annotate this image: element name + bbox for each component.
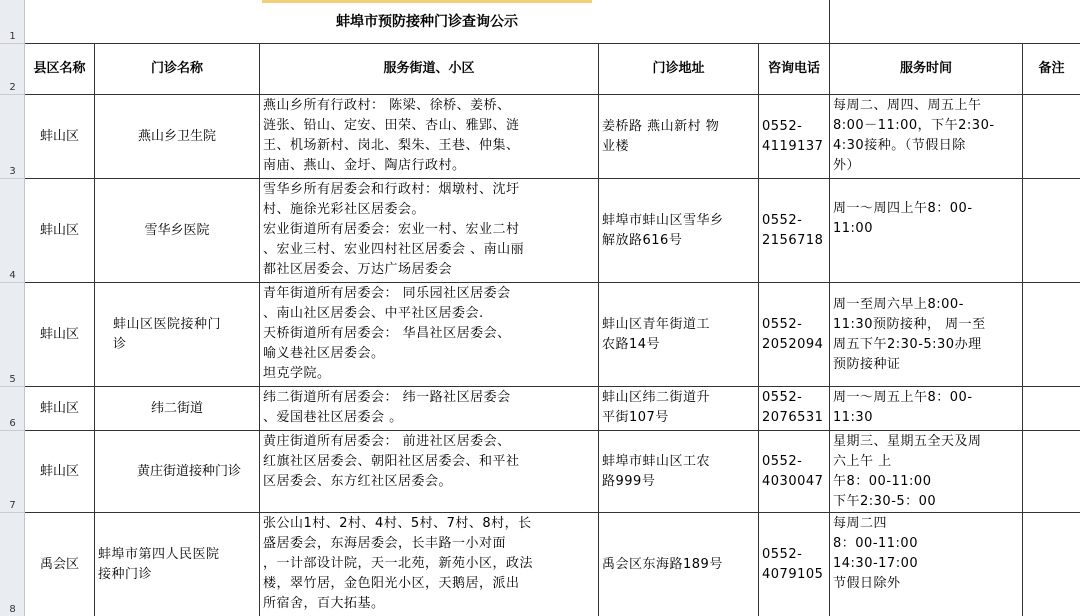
row-number-6[interactable]: 6: [0, 387, 25, 431]
row-number-7[interactable]: 7: [0, 431, 25, 513]
header-clinic[interactable]: 门诊名称: [95, 44, 260, 95]
row2-address[interactable]: 蚌埠市蚌山区雪华乡 解放路616号: [599, 179, 759, 283]
row2-hours[interactable]: 周一～周四上午8：00- 11:00: [830, 179, 1023, 283]
row3-remark[interactable]: [1023, 283, 1080, 387]
page-title[interactable]: 蚌埠市预防接种门诊查询公示: [25, 0, 830, 44]
row6-hours[interactable]: 每周二四 8：00-11:00 14:30-17:00 节假日除外: [830, 513, 1023, 616]
row4-phone[interactable]: 0552- 2076531: [759, 387, 830, 431]
row5-remark[interactable]: [1023, 431, 1080, 513]
row1-county[interactable]: 蚌山区: [25, 95, 95, 179]
row-number-8[interactable]: 8: [9, 604, 16, 615]
row-number-2[interactable]: 2: [0, 44, 25, 95]
row5-address[interactable]: 蚌埠市蚌山区工农 路999号: [599, 431, 759, 513]
row-number-3[interactable]: 3: [0, 95, 25, 179]
row1-address[interactable]: 姜桥路 燕山新村 物 业楼: [599, 95, 759, 179]
row6-streets[interactable]: 张公山1村、2村、4村、5村、7村、8村，长 盛居委会，东海居委会，长丰路一小对面 ，一计部设计院，天一北苑，新苑小区，政法 楼，翠竹居，金色阳光小区，天鹅居，派出 所宿舍，百大拓基。: [260, 513, 599, 616]
row6-remark[interactable]: [1023, 513, 1080, 616]
row1-phone[interactable]: 0552- 4119137: [759, 95, 830, 179]
row1-clinic[interactable]: 燕山乡卫生院: [95, 95, 260, 179]
row1-hours[interactable]: 每周二、周四、周五上午 8:00－11:00，下午2:30- 4:30接种。（节假日除 外）: [830, 95, 1023, 179]
row6-address[interactable]: 禹会区东海路189号: [599, 513, 759, 616]
header-remark[interactable]: 备注: [1023, 44, 1080, 95]
row4-remark[interactable]: [1023, 387, 1080, 431]
row-number-1[interactable]: 1: [0, 0, 25, 44]
row4-hours[interactable]: 周一～周五上午8：00- 11:30: [830, 387, 1023, 431]
row4-address[interactable]: 蚌山区纬二街道升 平街107号: [599, 387, 759, 431]
row2-phone[interactable]: 0552- 2156718: [759, 179, 830, 283]
row5-clinic[interactable]: 黄庄街道接种门诊: [95, 431, 260, 513]
row-number-5[interactable]: 5: [0, 283, 25, 387]
header-streets[interactable]: 服务街道、小区: [260, 44, 599, 95]
row2-streets[interactable]: 雪华乡所有居委会和行政村：烟墩村、沈圩 村、施徐光彩社区居委会。 宏业街道所有居委会：宏业一村、宏业二村 、宏业三村、宏业四村社区居委会 、南山丽 都社区居委会、万达广场居委会: [260, 179, 599, 283]
row3-streets[interactable]: 青年街道所有居委会： 同乐园社区居委会 、南山社区居委会、中平社区居委会. 天桥街道所有居委会： 华昌社区居委会、 喻义巷社区居委会。 坦克学院。: [260, 283, 599, 387]
row3-address[interactable]: 蚌山区青年街道工 农路14号: [599, 283, 759, 387]
row2-county[interactable]: 蚌山区: [25, 179, 95, 283]
row3-clinic[interactable]: 蚌山区医院接种门 诊: [95, 283, 260, 387]
row4-clinic[interactable]: 纬二街道: [95, 387, 260, 431]
header-county[interactable]: 县区名称: [25, 44, 95, 95]
header-phone[interactable]: 咨询电话: [759, 44, 830, 95]
row4-county[interactable]: 蚌山区: [25, 387, 95, 431]
row4-streets[interactable]: 纬二街道所有居委会： 纬一路社区居委会 、爱国巷社区居委会 。: [260, 387, 599, 431]
row3-hours[interactable]: 周一至周六早上8:00- 11:30预防接种， 周一至 周五下午2:30-5:30办理 预防接种证: [830, 283, 1023, 387]
row5-streets[interactable]: 黄庄街道所有居委会： 前进社区居委会、 红旗社区居委会、朝阳社区居委会、和平社 区居委会、东方红社区居委会。: [260, 431, 599, 513]
row6-clinic[interactable]: 蚌埠市第四人民医院 接种门诊: [95, 513, 260, 616]
header-address[interactable]: 门诊地址: [599, 44, 759, 95]
row3-county[interactable]: 蚌山区: [25, 283, 95, 387]
row3-phone[interactable]: 0552- 2052094: [759, 283, 830, 387]
row-number-4[interactable]: 4: [0, 179, 25, 283]
row5-phone[interactable]: 0552- 4030047: [759, 431, 830, 513]
row1-remark[interactable]: [1023, 95, 1080, 179]
row2-clinic[interactable]: 雪华乡医院: [95, 179, 260, 283]
row1-streets[interactable]: 燕山乡所有行政村： 陈梁、徐桥、姜桥、 涟张、铅山、定安、田荣、杏山、雅郢、涟 王、机场新村、岗北、梨朱、王巷、仲集、 南庙、燕山、金圩、陶店行政村。: [260, 95, 599, 179]
row5-hours[interactable]: 星期三、星期五全天及周 六上午 上 午8：00-11:00 下午2:30-5：00: [830, 431, 1023, 513]
header-hours[interactable]: 服务时间: [830, 44, 1023, 95]
title-row-empty-cell[interactable]: [830, 0, 1080, 44]
row5-county[interactable]: 蚌山区: [25, 431, 95, 513]
row6-phone[interactable]: 0552- 4079105: [759, 513, 830, 616]
row2-remark[interactable]: [1023, 179, 1080, 283]
row6-county[interactable]: 禹会区: [25, 513, 95, 616]
